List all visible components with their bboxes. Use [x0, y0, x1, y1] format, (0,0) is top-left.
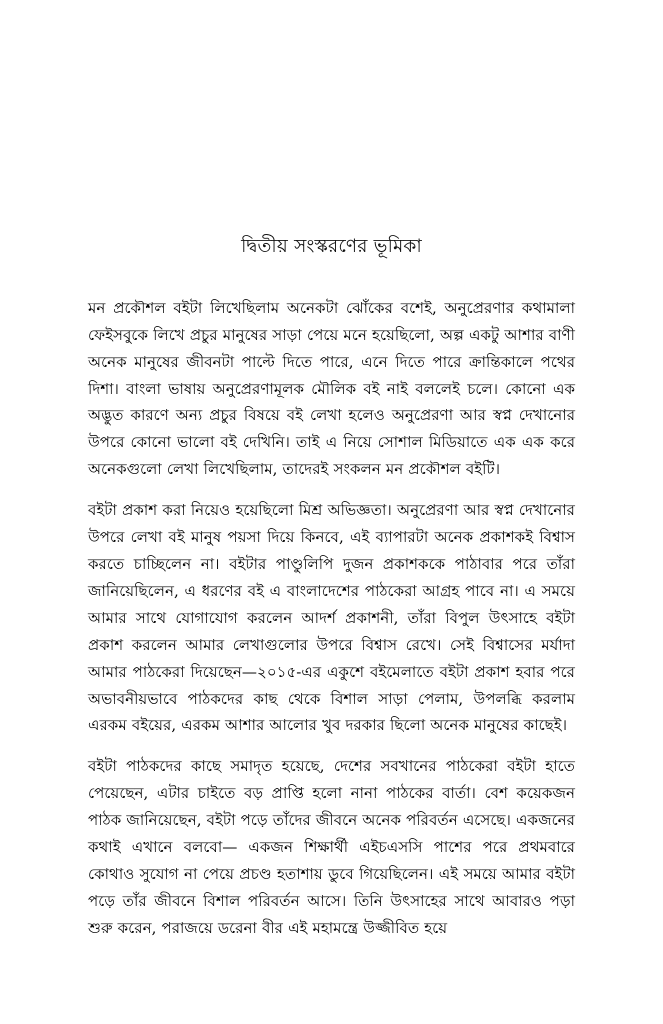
body-paragraph-3: বইটা পাঠকদের কাছে সমাদৃত হয়েছে, দেশের সবখানের পাঠকেরা বইটা হাতে পেয়েছেন, এটার চাইতে বড় প্রাপ্তি হলো নানা পাঠকের বার্তা। বেশ কয়েকজন পাঠক জানিয়েছেন, বইটা পড়ে তাঁদের জীবনে অনেক পরিবর্তন এসেছে। একজনের কথাই এখানে বলবো— একজন শিক্ষার্থী এইচএসসি পাশের পরে প্রথমবারে কোথাও সুযোগ না পেয়ে প্রচণ্ড হতাশায় ডুবে গিয়েছিলেন। এই সময়ে আমার বইটা পড়ে তাঁর জীবনে বিশাল পরিবর্তন আসে। তিনি উৎসাহের সাথে আবারও পড়া শুরু করেন, পরাজয়ে ডরেনা বীর এই মহামন্ত্রে উজ্জীবিত হয়ে [88, 757, 575, 937]
page-content [88, 234, 575, 942]
body-paragraph-2: বইটা প্রকাশ করা নিয়েও হয়েছিলো মিশ্র অভিজ্ঞতা। অনুপ্রেরণা আর স্বপ্ন দেখানোর উপরে লেখা বই মানুষ পয়সা দিয়ে কিনবে, এই ব্যাপারটা অনেক প্রকাশকই বিশ্বাস করতে চাচ্ছিলেন না। বইটার পাণ্ডুলিপি দুজন প্রকাশককে পাঠাবার পরে তাঁরা জানিয়েছিলেন, এ ধরণের বই এ বাংলাদেশের পাঠকেরা আগ্রহ পাবে না। এ সময়ে আমার সাথে যোগাযোগ করলেন আদর্শ প্রকাশনী, তাঁরা বিপুল উৎসাহে বইটা প্রকাশ করলেন আমার লেখাগুলোর উপরে বিশ্বাস রেখে। সেই বিশ্বাসের মর্যাদা আমার পাঠকেরা দিয়েছেন—২০১৫-এর একুশে বইমেলাতে বইটা প্রকাশ হবার পরে অভাবনীয়ভাবে পাঠকদের কাছ থেকে বিশাল সাড়া পেলাম, উপলব্ধি করলাম এরকম বইয়ের, এরকম আশার আলোর খুব দরকার ছিলো অনেক মানুষের কাছেই। [88, 501, 575, 735]
page-title: দ্বিতীয় সংস্করণের ভূমিকা [241, 236, 422, 257]
body-paragraph-1: মন প্রকৌশল বইটা লিখেছিলাম অনেকটা ঝোঁকের বশেই, অনুপ্রেরণার কথামালা ফেইসবুকে লিখে প্রচুর মানুষের সাড়া পেয়ে মনে হয়েছিলো, অল্প একটু আশার বাণী অনেক মানুষের জীবনটা পাল্টে দিতে পারে, এনে দিতে পারে ক্রান্তিকালে পথের দিশা। বাংলা ভাষায় অনুপ্রেরণামূলক মৌলিক বই নাই বললেই চলে। কোনো এক অদ্ভুত কারণে অন্য প্রচুর বিষয়ে বই লেখা হলেও অনুপ্রেরণা আর স্বপ্ন দেখানোর উপরে কোনো ভালো বই দেখিনি। তাই এ নিয়ে সোশাল মিডিয়াতে এক এক করে অনেকগুলো লেখা লিখেছিলাম, তাদেরই সংকলন মন প্রকৌশল বইটি। [88, 298, 575, 479]
